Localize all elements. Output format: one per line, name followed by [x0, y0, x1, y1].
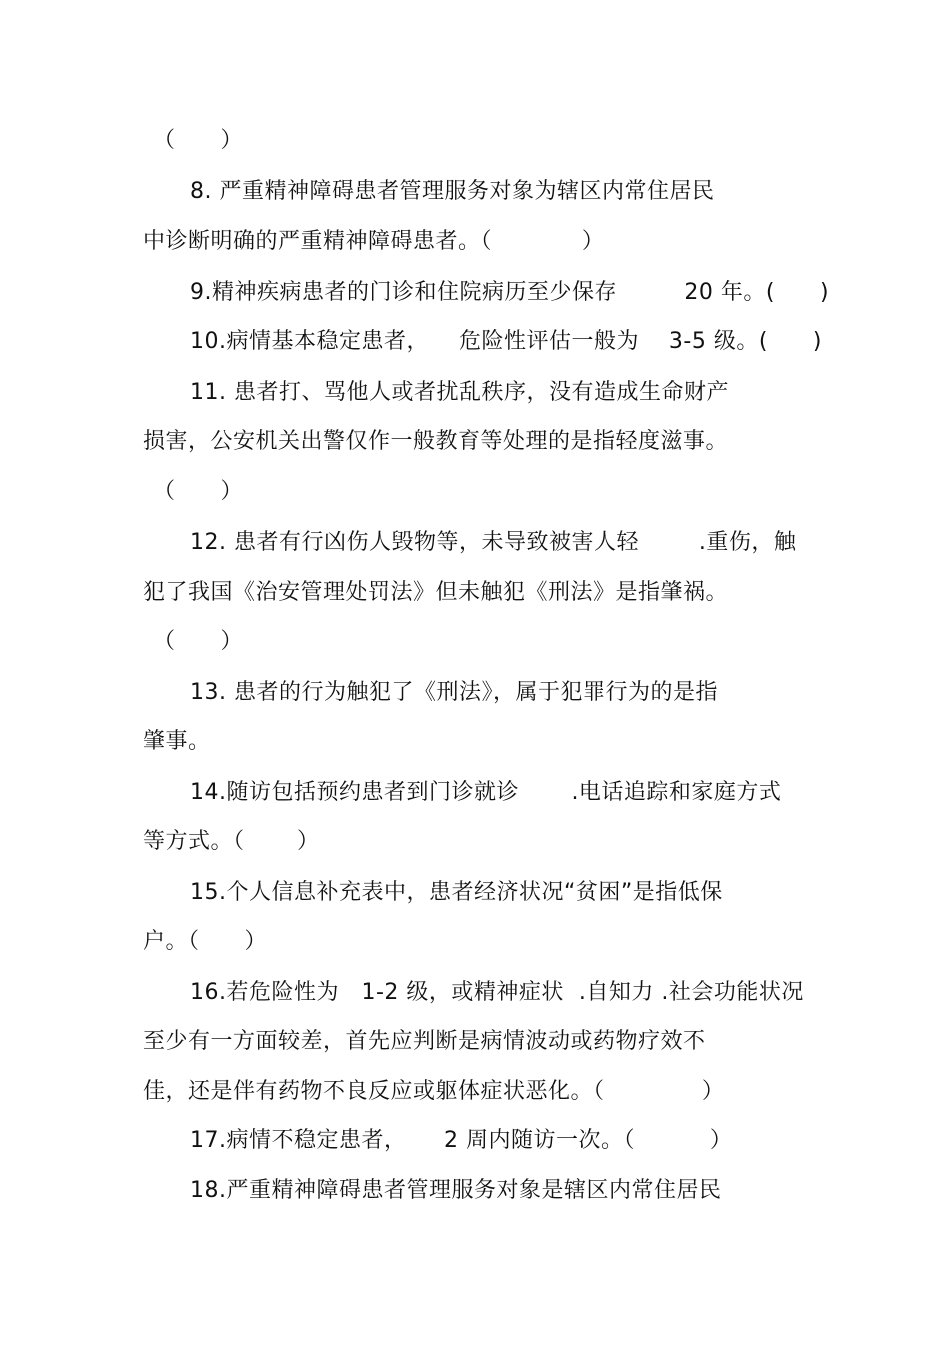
- question-16-cont: 佳，还是伴有药物不良反应或躯体症状恶化。（ ）: [143, 1079, 725, 1104]
- question-8-cont: 中诊断明确的严重精神障碍患者。（ ）: [143, 229, 605, 254]
- question-11-cont: 损害，公安机关出警仅作一般教育等处理的是指轻度滋事。: [143, 429, 729, 454]
- question-18: 18.严重精神障碍患者管理服务对象是辖区内常住居民: [190, 1178, 722, 1203]
- question-15-cont: 户。（ ）: [143, 929, 267, 954]
- question-16: 16.若危险性为 1-2 级，或精神症状 .自知力 .社会功能状况: [190, 980, 804, 1005]
- question-17: 17.病情不稳定患者， 2 周内随访一次。（ ）: [190, 1128, 733, 1153]
- question-16-cont: 至少有一方面较差，首先应判断是病情波动或药物疗效不: [143, 1029, 706, 1054]
- question-13-cont: 肇事。: [143, 729, 211, 754]
- question-11: 11. 患者打、骂他人或者扰乱秩序，没有造成生命财产: [190, 380, 729, 405]
- answer-blank: （ ）: [153, 629, 243, 654]
- question-15: 15.个人信息补充表中，患者经济状况“贫困”是指低保: [190, 880, 723, 905]
- question-13: 13. 患者的行为触犯了《刑法》，属于犯罪行为的是指: [190, 680, 718, 705]
- question-14: 14.随访包括预约患者到门诊就诊 .电话追踪和家庭方式: [190, 780, 782, 805]
- question-9: 9.精神疾病患者的门诊和住院病历至少保存 20 年。( ): [190, 280, 830, 305]
- answer-blank: （ ）: [153, 128, 243, 153]
- question-10: 10.病情基本稳定患者， 危险性评估一般为 3-5 级。( ): [190, 329, 822, 354]
- question-12-cont: 犯了我国《治安管理处罚法》但未触犯《刑法》是指肇祸。: [143, 580, 729, 605]
- question-12: 12. 患者有行凶伤人毁物等，未导致被害人轻 .重伤，触: [190, 530, 797, 555]
- answer-blank: （ ）: [153, 479, 243, 504]
- question-14-cont: 等方式。（ ）: [143, 829, 320, 854]
- question-8: 8. 严重精神障碍患者管理服务对象为辖区内常住居民: [190, 179, 715, 204]
